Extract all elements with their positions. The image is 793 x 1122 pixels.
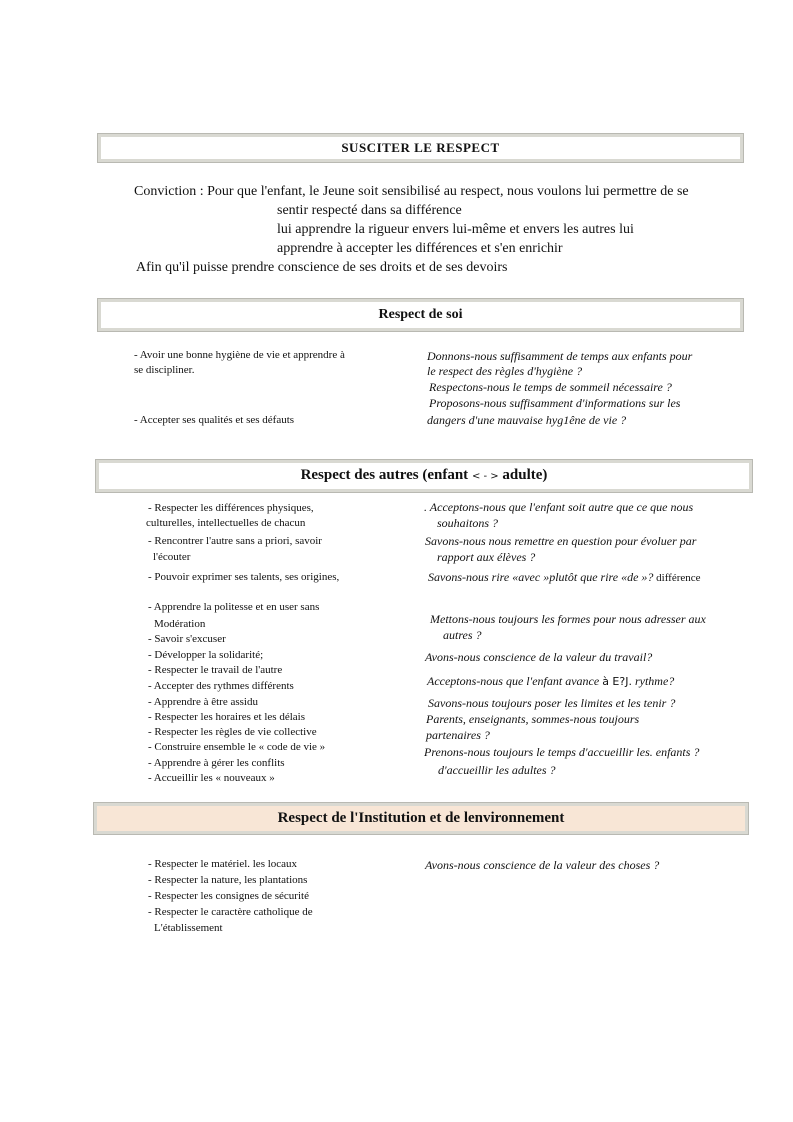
question: . Acceptons-nous que l'enfant soit autre que ce que nous xyxy=(424,500,694,514)
conviction-line: lui apprendre la rigueur envers lui-même et envers les autres lui xyxy=(277,222,634,237)
section-header-susciter xyxy=(98,134,743,162)
question: Avons-nous conscience de la valeur des choses ? xyxy=(425,858,660,872)
conviction-line: Conviction : Pour que l'enfant, le Jeune soit sensibilisé au respect, nous voulons lui permettre de se xyxy=(134,184,689,199)
section-title-end: adulte) xyxy=(498,467,548,483)
list-item: - Respecter les consignes de sécurité xyxy=(148,890,309,902)
section-header-respect-institution xyxy=(94,803,748,834)
question: Savons-nous nous remettre en question pour évoluer par xyxy=(425,534,697,548)
question-text: Savons-nous rire «avec »plutôt que rire «de »? xyxy=(428,570,654,584)
list-item: culturelles, intellectuelles de chacun xyxy=(146,517,306,529)
list-item: - Savoir s'excuser xyxy=(148,633,226,645)
list-item: - Apprendre à être assidu xyxy=(148,696,258,708)
list-item: - Pouvoir exprimer ses talents, ses origines, xyxy=(148,571,340,583)
section-title: Respect de soi xyxy=(378,307,463,322)
list-item: L'établissement xyxy=(154,922,223,934)
question-text: Acceptons-nous que l'enfant avance xyxy=(427,674,603,688)
list-item: - Respecter les règles de vie collective xyxy=(148,726,317,738)
question: dangers d'une mauvaise hyg1êne de vie ? xyxy=(427,413,627,427)
list-item: - Construire ensemble le « code de vie » xyxy=(148,741,326,753)
question: Donnons-nous suffisamment de temps aux enfants pour xyxy=(427,349,693,363)
question-end: rythme? xyxy=(631,674,675,688)
list-item: - Respecter la nature, les plantations xyxy=(148,874,308,886)
question: le respect des règles d'hygiène ? xyxy=(427,364,583,378)
arrow-symbol: < - > xyxy=(471,471,499,482)
list-item: - Respecter le caractère catholique de xyxy=(148,906,313,918)
question: Respectons-nous le temps de sommeil nécessaire ? xyxy=(429,380,672,394)
question: autres ? xyxy=(443,628,482,642)
section-title: Respect de l'Institution et de lenvironnement xyxy=(277,810,565,826)
list-item: - Accepter ses qualités et ses défauts xyxy=(134,414,295,426)
question: Prenons-nous toujours le temps d'accueillir les. enfants ? xyxy=(424,745,700,759)
list-item: Modération xyxy=(154,618,206,630)
list-item: - Accueillir les « nouveaux » xyxy=(148,772,275,784)
question: d'accueillir les adultes ? xyxy=(438,763,556,777)
conviction-line: Afin qu'il puisse prendre conscience de ses droits et de ses devoirs xyxy=(136,260,508,275)
question: Avons-nous conscience de la valeur du travail? xyxy=(425,650,653,664)
list-item: - Respecter le matériel. les locaux xyxy=(148,858,298,870)
section-header-respect-soi xyxy=(98,299,743,331)
conviction-line: apprendre à accepter les différences et s'en enrichir xyxy=(277,241,563,256)
section-header-respect-autres xyxy=(96,460,752,492)
question xyxy=(427,674,674,689)
question-garbled: à E?J. xyxy=(602,675,632,688)
question: Savons-nous toujours poser les limites et les tenir ? xyxy=(428,696,676,710)
list-item: - Respecter les horaires et les délais xyxy=(148,711,305,723)
question: partenaires ? xyxy=(426,728,490,742)
question: Parents, enseignants, sommes-nous toujours xyxy=(426,712,640,726)
list-item: - Rencontrer l'autre sans a priori, savoir xyxy=(148,535,322,547)
list-item: - Apprendre à gérer les conflits xyxy=(148,757,285,769)
list-item: - Respecter les différences physiques, xyxy=(148,502,314,514)
list-item: - Développer la solidarité; xyxy=(148,649,264,661)
list-item: - Avoir une bonne hygiène de vie et apprendre à xyxy=(134,349,345,361)
question xyxy=(428,570,701,585)
list-item: l'écouter xyxy=(153,551,191,563)
list-item: se discipliner. xyxy=(134,364,195,376)
conviction-line: sentir respecté dans sa différence xyxy=(277,203,462,218)
list-item: - Accepter des rythmes différents xyxy=(148,680,294,692)
question-suffix: différence xyxy=(653,572,701,584)
question: Proposons-nous suffisamment d'informations sur les xyxy=(429,396,681,410)
list-item: - Apprendre la politesse et en user sans xyxy=(148,601,320,613)
section-title: Respect des autres (enfant xyxy=(300,467,472,483)
question: Mettons-nous toujours les formes pour nous adresser aux xyxy=(430,612,706,626)
question: souhaitons ? xyxy=(437,516,499,530)
question: rapport aux élèves ? xyxy=(437,550,536,564)
list-item: - Respecter le travail de l'autre xyxy=(148,664,283,676)
section-title: SUSCITER LE RESPECT xyxy=(341,140,500,155)
